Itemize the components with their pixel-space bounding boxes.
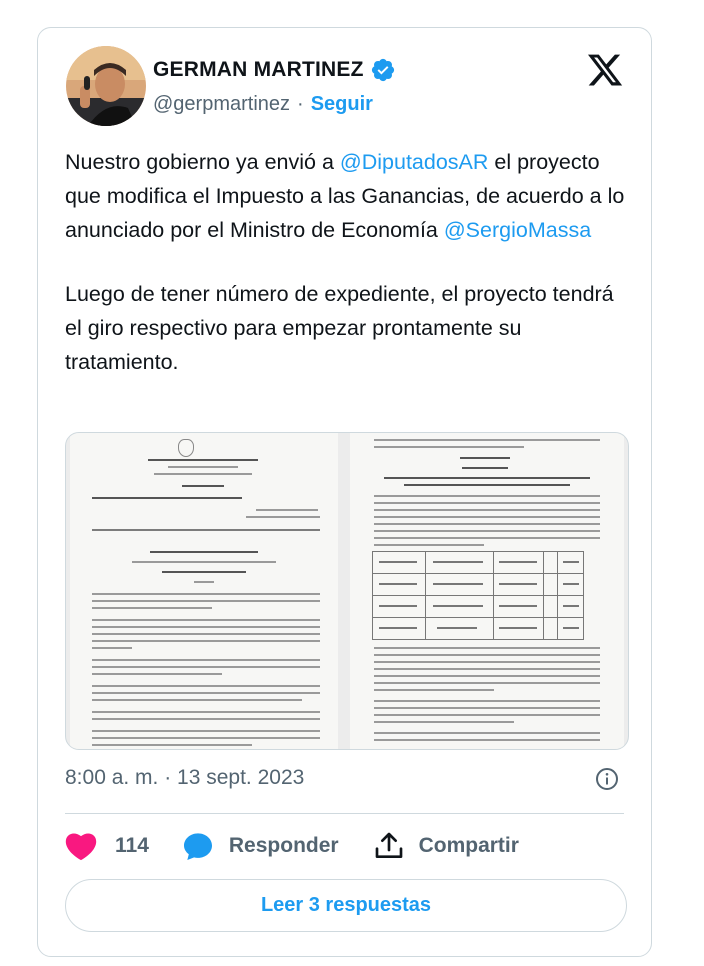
right-doc-heading	[460, 457, 510, 459]
tweet-actions-bar	[65, 828, 519, 864]
tweet-media-image[interactable]	[65, 432, 629, 750]
verified-badge-icon	[370, 57, 396, 83]
left-doc-heading	[148, 459, 258, 461]
follow-button[interactable]: Seguir	[310, 93, 373, 115]
author-name-row	[153, 57, 396, 83]
document-table	[372, 551, 584, 640]
info-icon[interactable]	[595, 767, 619, 791]
tweet-paragraph-2: Luego de tener número de expediente, el proyecto tendrá el giro respectivo para empezar prontamente su tratamiento.	[65, 282, 614, 374]
tweet-timestamp[interactable]: 8:00 a. m. · 13 sept. 2023	[65, 766, 305, 789]
avatar[interactable]	[66, 46, 146, 126]
coat-of-arms-seal	[178, 439, 194, 457]
share-icon	[373, 830, 405, 862]
reply-bubble-icon	[181, 830, 215, 862]
read-replies-button[interactable]: Leer 3 respuestas	[65, 879, 627, 932]
tweet-paragraph-1: Nuestro gobierno ya envió a @DiputadosAR el proyecto que modifica el Impuesto a las Ganancias, de acuerdo a lo anunciado por el Ministro de Economía @SergioMassa	[65, 150, 625, 242]
share-button[interactable]	[373, 830, 519, 862]
mention-sergiomassa[interactable]: @SergioMassa	[443, 218, 592, 242]
divider	[65, 813, 624, 814]
x-logo-icon[interactable]	[585, 51, 625, 89]
document-page-right	[350, 433, 624, 749]
reply-label: Responder	[228, 834, 339, 857]
separator-dot: ·	[297, 93, 304, 115]
tweet-text	[65, 145, 635, 379]
heart-icon	[65, 831, 97, 861]
reply-button[interactable]	[181, 830, 339, 862]
mention-diputadosar[interactable]: @DiputadosAR	[339, 150, 489, 174]
author-handle[interactable]: @gerpmartinez	[153, 93, 291, 115]
like-count: 114	[115, 834, 149, 857]
author-handle-row	[153, 93, 373, 116]
author-display-name[interactable]: GERMAN MARTINEZ	[153, 58, 364, 81]
share-label: Compartir	[418, 834, 519, 857]
like-button[interactable]	[65, 831, 149, 861]
document-page-left	[70, 433, 338, 749]
tweet-card	[37, 27, 652, 957]
